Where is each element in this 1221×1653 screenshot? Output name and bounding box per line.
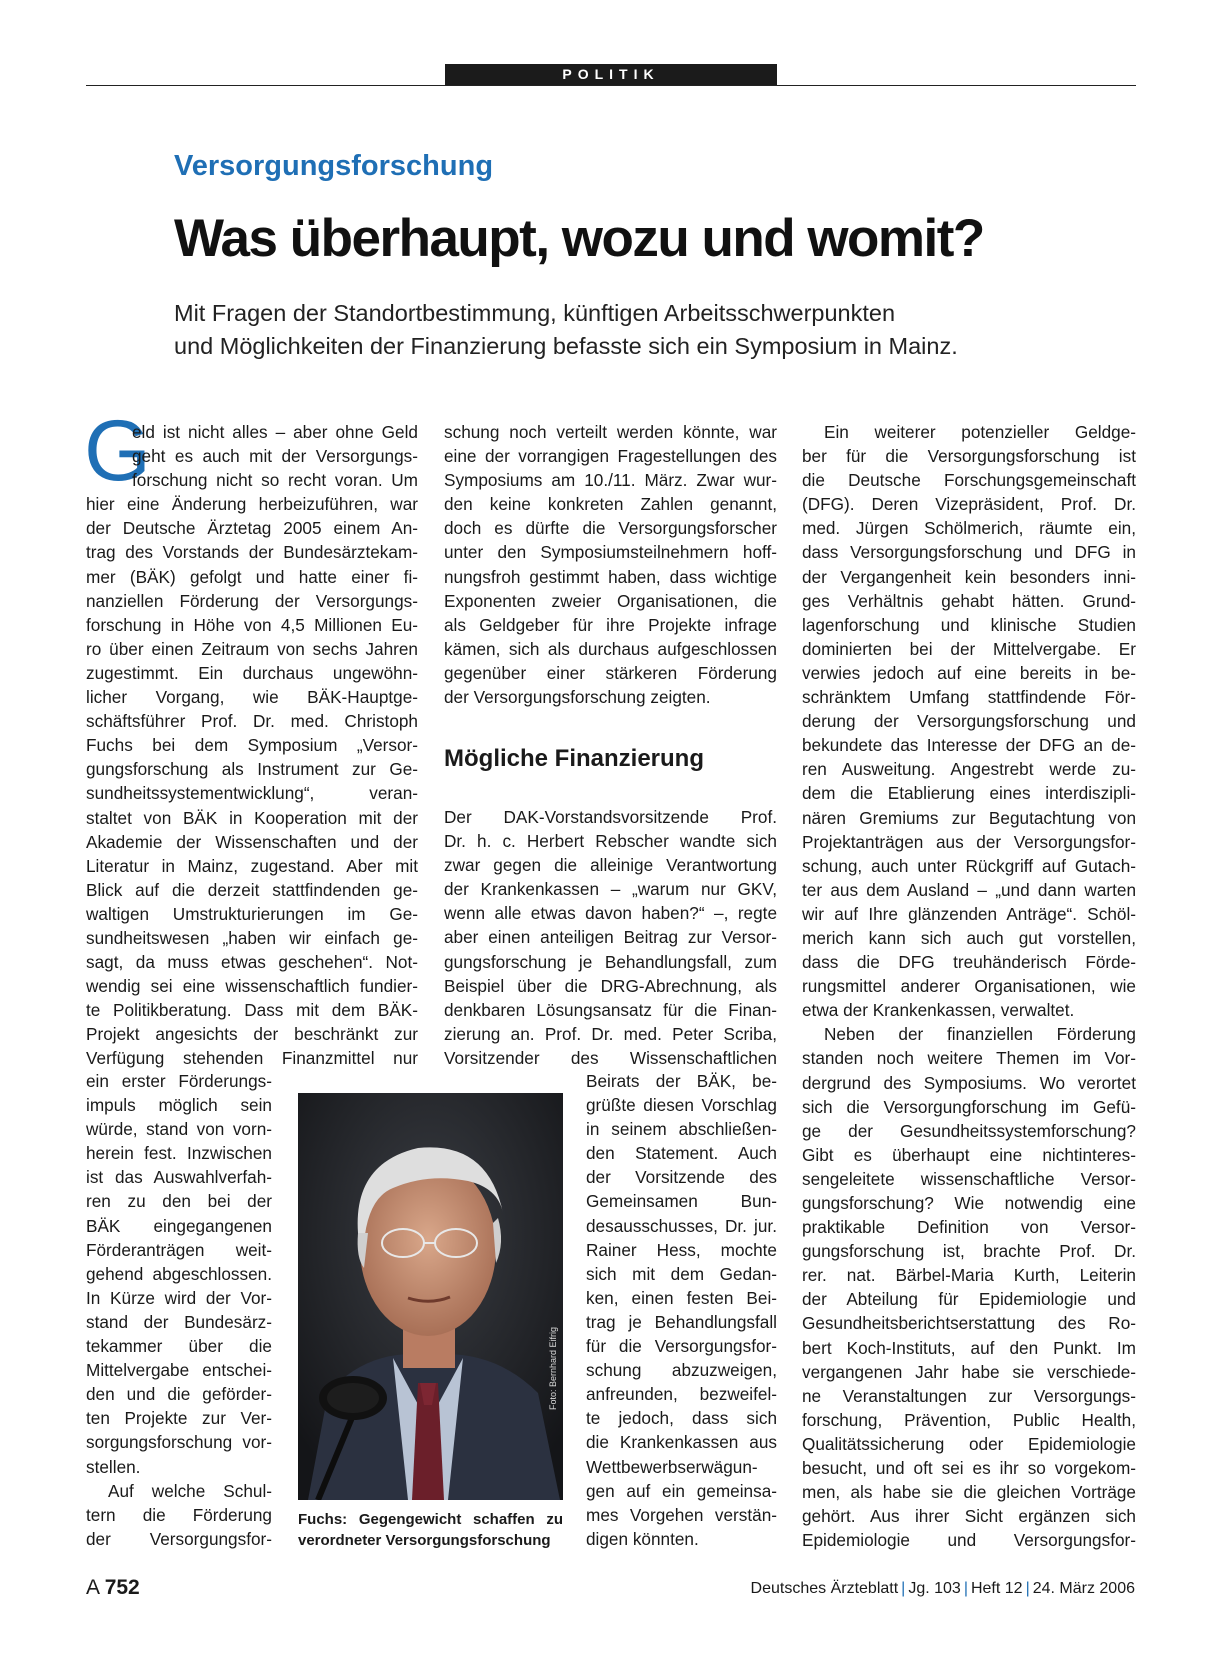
text-line: Vorsitzender des Wissenschaftlichen — [444, 1047, 777, 1068]
text-line: schung abzuzweigen, — [586, 1360, 777, 1381]
footer-publication-info — [751, 1580, 1135, 1598]
text-line: in seinem abschließen- — [586, 1119, 777, 1140]
text-line: forschung nicht so recht voran. Um — [132, 470, 418, 491]
body-column-2 — [444, 420, 777, 709]
text-line: Gemeinsamen Bun- — [586, 1191, 777, 1212]
footer-separator: | — [1025, 1580, 1030, 1597]
text-line: praktikable Definition von Versor- — [802, 1217, 1136, 1238]
text-line: ber für die Versorgungsforschung ist — [802, 446, 1136, 467]
subheading: Mögliche Finanzierung — [444, 745, 705, 772]
text-line: forschung in Höhe von 4,5 Millionen Eu- — [86, 614, 418, 635]
text-line: desausschusses, Dr. jur. — [586, 1215, 777, 1236]
text-line: aber einen anteiligen Beitrag zur Versor- — [444, 927, 777, 948]
text-line: ten Projekte zur Ver- — [86, 1408, 272, 1429]
text-line: te Politikberatung. Dass mit dem BÄK- — [86, 1000, 418, 1021]
text-line: der Deutsche Ärztetag 2005 einem An- — [86, 518, 418, 539]
journal-date: 24. März 2006 — [1032, 1580, 1135, 1597]
text-line: gungsforschung? Wie notwendig eine — [802, 1193, 1136, 1213]
text-line: wenn alle etwas davon haben?“ –, regte — [444, 903, 777, 924]
text-line: der Versorgungsforschung zeigten. — [444, 687, 711, 708]
text-line: Förderanträgen weit- — [86, 1239, 272, 1260]
text-line: Der DAK-Vorstandsvorsitzende Prof. — [444, 807, 777, 827]
text-line: Fuchs bei dem Symposium „Versor- — [86, 735, 418, 756]
text-line: die Krankenkassen aus — [586, 1432, 777, 1453]
text-line: Symposiums am 10./11. März. Zwar wur- — [444, 470, 777, 491]
text-line: licher Vorgang, wie BÄK-Hauptge- — [86, 687, 418, 708]
header-rule — [86, 85, 1136, 86]
text-line: gehend abgeschlossen. — [86, 1263, 272, 1284]
text-line: sich die Versorgungforschung im Gefü- — [802, 1096, 1136, 1117]
body-column-3 — [802, 420, 1136, 1552]
text-line: gegenüber einer stärkeren Förderung — [444, 662, 777, 683]
text-line: der Krankenkassen – „warum nur GKV, — [444, 879, 777, 900]
text-line: ter aus dem Ausland – „und dann warten — [802, 879, 1136, 900]
text-line: Akademie der Wissenschaften und der — [86, 831, 418, 852]
text-line: schung, auch unter Rückgriff auf Gutach- — [802, 855, 1136, 876]
text-line: Exponenten zweier Organisationen, die — [444, 590, 777, 611]
text-line: zwar gegen die alleinige Verantwortung — [444, 855, 777, 876]
text-line: rer. nat. Bärbel-Maria Kurth, Leiterin — [802, 1265, 1136, 1286]
text-line: gungsforschung je Behandlungsfall, zum — [444, 951, 777, 972]
text-line: te jedoch, dass sich — [586, 1408, 777, 1429]
text-line: dergrund des Symposiums. Wo verortet — [802, 1072, 1136, 1093]
teaser-line: und Möglichkeiten der Finanzierung befasste sich ein Symposium in Mainz. — [174, 333, 958, 359]
journal-volume: Jg. 103 — [908, 1580, 961, 1597]
text-line: geht es auch mit der Versorgungs- — [132, 446, 418, 467]
text-line: gungsforschung als Instrument zur Ge- — [86, 759, 418, 780]
text-line: tekammer über die — [86, 1336, 272, 1357]
text-line: wir auf Ihre glänzenden Anträge“. Schöl- — [802, 903, 1136, 924]
text-line: schränktem Umfang stattfindende För- — [802, 687, 1136, 708]
text-line: Qualitätssicherung oder Epidemiologie — [802, 1433, 1136, 1454]
section-label: POLITIK — [445, 64, 777, 85]
page-number-value: 752 — [104, 1576, 140, 1599]
text-line: Mittelvergabe entschei- — [86, 1360, 272, 1381]
text-line: den und die geförder- — [86, 1384, 272, 1405]
text-line: zierung an. Prof. Dr. med. Peter Scriba, — [444, 1023, 777, 1044]
text-line: sundheitswesen „haben wir einfach ge- — [86, 927, 418, 948]
text-line: denkbaren Lösungsansatz für die Finan- — [444, 999, 777, 1020]
text-line: ist das Auswahlverfah- — [86, 1167, 272, 1188]
text-line: men, als habe sie die gleichen Vorträge — [802, 1482, 1136, 1503]
article-headline: Was überhaupt, wozu und womit? — [174, 209, 984, 268]
text-line: hier eine Änderung herbeizuführen, war — [86, 494, 418, 515]
text-line: lagenforschung und klinische Studien — [802, 614, 1136, 635]
caption-line: Fuchs: Gegengewicht schaffen zu — [298, 1511, 563, 1528]
text-line: forschung, Prävention, Public Health, — [802, 1409, 1136, 1430]
text-line: Blick auf die derzeit stattfindenden ge- — [86, 879, 418, 900]
text-line: Verfügung stehenden Finanzmittel nur — [86, 1048, 418, 1069]
text-line: (DFG). Deren Vizepräsident, Prof. Dr. — [802, 494, 1136, 515]
article-kicker: Versorgungsforschung — [174, 150, 494, 182]
text-line: dass Versorgungsforschung und DFG in — [802, 542, 1136, 563]
footer-separator: | — [963, 1580, 968, 1597]
body-column-1-wrap — [86, 1069, 272, 1551]
text-line: vergangenen Jahr habe sie verschiede- — [802, 1361, 1136, 1382]
caption-line: verordneter Versorgungsforschung — [298, 1532, 551, 1549]
drop-cap: G — [84, 403, 151, 499]
text-line: anfreunden, bezweifel- — [586, 1384, 777, 1405]
text-line: rungsmittel anderer Organisationen, wie — [802, 976, 1136, 997]
teaser-line: Mit Fragen der Standortbestimmung, künftigen Arbeitsschwerpunkten — [174, 300, 896, 326]
text-line: Dr. h. c. Herbert Rebscher wandte sich — [444, 831, 777, 852]
photo-credit: Foto: Bernhard Eifrig — [548, 1326, 558, 1410]
photo-caption — [298, 1509, 563, 1551]
text-line: zugestimmt. Ein durchaus ungewöhn- — [86, 662, 418, 683]
text-line: standen noch weitere Themen im Vor- — [802, 1048, 1136, 1069]
text-line: tern die Förderung — [86, 1504, 272, 1525]
text-line: die Deutsche Forschungsgemeinschaft — [802, 470, 1136, 491]
text-line: Ein weiterer potenzieller Geldge- — [824, 422, 1136, 442]
text-line: eine der vorrangigen Fragestellungen des — [444, 446, 777, 467]
text-line: Wettbewerbserwägun- — [586, 1456, 758, 1477]
text-line: Literatur in Mainz, zugestand. Aber mit — [86, 855, 418, 876]
text-line: ren zu den bei der — [86, 1191, 272, 1212]
body-column-2-wrap — [586, 1069, 777, 1551]
text-line: herein fest. Inzwischen — [86, 1143, 272, 1164]
text-line: den Statement. Auch — [586, 1143, 777, 1164]
text-line: stand der Bundesärz- — [86, 1311, 272, 1332]
text-line: dass die DFG treuhänderisch Förde- — [802, 952, 1136, 973]
text-line: Gibt es überhaupt eine nichtinteres- — [802, 1144, 1136, 1165]
text-line: med. Jürgen Schölmerich, räumte ein, — [802, 518, 1136, 539]
text-line: digen könnten. — [586, 1528, 699, 1549]
text-line: In Kürze wird der Vor- — [86, 1287, 272, 1308]
text-line: sorgungsforschung vor- — [86, 1432, 272, 1453]
page-prefix: A — [86, 1576, 99, 1599]
text-line: der Abteilung für Epidemiologie und — [802, 1289, 1136, 1310]
text-line: schäftsführer Prof. Dr. med. Christoph — [86, 711, 418, 732]
text-line: derung der Versorgungsforschung und — [802, 711, 1136, 732]
text-line: Projektanträgen aus der Versorgungsfor- — [802, 831, 1136, 852]
text-line: sagt, da muss etwas geschehen“. Not- — [86, 952, 418, 973]
text-line: der Vorsitzende des — [586, 1167, 777, 1188]
text-line: nungsfroh gestimmt haben, dass wichtige — [444, 566, 777, 587]
text-line: als Geldgeber für ihre Projekte infrage — [444, 614, 777, 635]
text-line: Beispiel über die DRG-Abrechnung, als — [444, 975, 777, 996]
text-line: gen auf ein gemeinsa- — [586, 1480, 777, 1501]
text-line: schung noch verteilt werden könnte, war — [444, 422, 777, 442]
text-line: trag je Behandlungsfall — [586, 1311, 777, 1332]
text-line: ge der Gesundheitssystemforschung? — [802, 1120, 1136, 1141]
text-line: mes Vorgehen verstän- — [586, 1504, 777, 1525]
text-line: ren Ausweitung. Angestrebt werde zu- — [802, 759, 1136, 780]
text-line: ken, einen festen Bei- — [586, 1287, 777, 1308]
text-line: dem die Etablierung eines interdiszipli- — [802, 783, 1136, 804]
portrait-illustration — [298, 1093, 563, 1500]
text-line: sundheitssystementwicklung“, veran- — [86, 783, 418, 804]
text-line: sich mit dem Gedan- — [586, 1263, 777, 1284]
article-teaser — [174, 297, 1054, 363]
text-line: Neben der finanziellen Förderung — [824, 1024, 1136, 1045]
text-line: der Vergangenheit kein besonders inni- — [802, 566, 1136, 587]
text-line: eld ist nicht alles – aber ohne Geld — [132, 422, 418, 442]
text-line: Gesundheitsberichtserstattung des Ro- — [802, 1313, 1136, 1334]
text-line: bekundete das Interesse der DFG an de- — [802, 735, 1136, 756]
text-line: bert Koch-Instituts, auf den Punkt. Im — [802, 1337, 1136, 1358]
text-line: BÄK eingegangenen — [86, 1215, 272, 1236]
text-line: stellen. — [86, 1456, 141, 1477]
text-line: für die Versorgungsfor- — [586, 1336, 777, 1357]
footer-separator: | — [901, 1580, 906, 1597]
text-line: würde, stand von vorn- — [86, 1119, 272, 1140]
text-line: Auf welche Schul- — [108, 1480, 272, 1501]
text-line: grüßte diesen Vorschlag — [586, 1095, 777, 1116]
text-line: Beirats der BÄK, be- — [586, 1071, 777, 1091]
text-line: etwa der Krankenkassen, verwaltet. — [802, 1000, 1075, 1021]
text-line: Rainer Hess, mochte — [586, 1239, 777, 1260]
body-column-1 — [86, 420, 418, 1071]
portrait-photo — [298, 1093, 563, 1500]
text-line: wendig sei eine wissenschaftlich fundier- — [86, 976, 418, 997]
text-line: nären Gremiums zur Begutachtung von — [802, 807, 1136, 828]
text-line: Projekt angesichts der beschränkt zur — [86, 1024, 418, 1045]
text-line: nanziellen Förderung der Versorgungs- — [86, 590, 418, 611]
text-line: ro über einen Zeitraum von sechs Jahren — [86, 638, 418, 659]
text-line: sengeleitete wissenschaftliche Versor- — [802, 1168, 1136, 1189]
text-line: kämen, sich als durchaus aufgeschlossen — [444, 638, 777, 659]
text-line: den keine konkreten Zahlen genannt, — [444, 494, 777, 515]
text-line: verwies jedoch auf eine bereits in be- — [802, 662, 1136, 683]
text-line: dominierten bei der Mittelvergabe. Er — [802, 638, 1136, 659]
text-line: der Versorgungsfor- — [86, 1528, 272, 1549]
text-line: mer (BÄK) gefolgt und hatte einer fi- — [86, 566, 418, 587]
text-line: ges Verhältnis gehabt hätten. Grund- — [802, 590, 1136, 611]
text-line: ne Veranstaltungen zur Versorgungs- — [802, 1385, 1136, 1406]
body-column-2-continued — [444, 805, 777, 1070]
text-line: ein erster Förderungs- — [86, 1071, 272, 1091]
text-line: merich kann sich auch gut vorstellen, — [802, 927, 1136, 948]
text-line: gungsforschung ist, brachte Prof. Dr. — [802, 1241, 1136, 1262]
text-line: waltigen Umstrukturierungen im Ge- — [86, 903, 418, 924]
text-line: trag des Vorstands der Bundesärztekam- — [86, 542, 418, 563]
text-line: doch es dürfte die Versorgungsforscher — [444, 518, 777, 539]
text-line: Epidemiologie und Versorgungsfor- — [802, 1530, 1136, 1551]
text-line: gehört. Aus ihrer Sicht ergänzen sich — [802, 1506, 1136, 1527]
journal-name: Deutsches Ärzteblatt — [750, 1580, 899, 1597]
text-line: impuls möglich sein — [86, 1095, 272, 1116]
text-line: besucht, und oft sei es ihr so vorgekom- — [802, 1458, 1136, 1479]
journal-issue: Heft 12 — [970, 1580, 1023, 1597]
text-line: staltet von BÄK in Kooperation mit der — [86, 807, 418, 828]
text-line: unter den Symposiumsteilnehmern hoff- — [444, 542, 777, 563]
page-number — [86, 1576, 140, 1600]
